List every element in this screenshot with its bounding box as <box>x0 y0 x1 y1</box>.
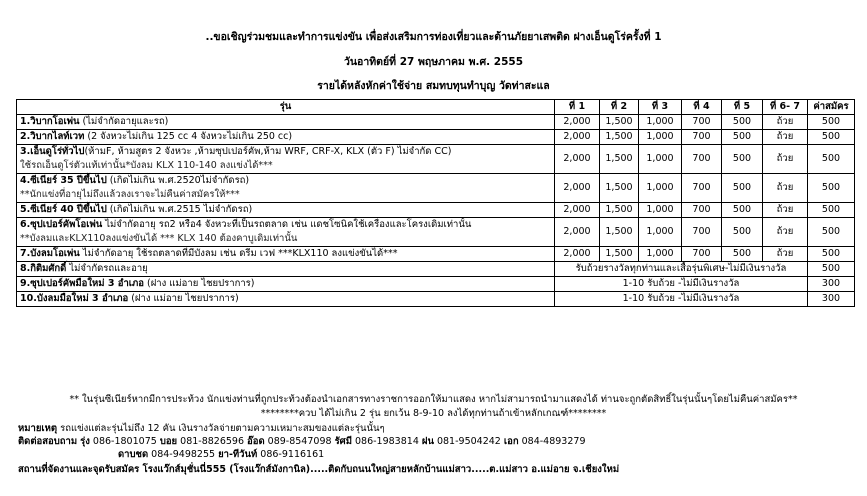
table-header-row <box>17 100 855 115</box>
footer-note-protest: ** ในรุ่นซีเนียร์หากมีการประท้วง นักแข่งท่านที่ถูกประท้วงต้องนำเอกสารทางราชการออกให้มาแสดง หากไม่สามารถนำมาแสดงได้ ท่านจะถูกตัดสิทธิ์ในรุ่นนั้นๆโดยไม่คืนค่าสมัคร** <box>69 394 798 405</box>
contact-phone: 089-8547098 <box>264 436 335 447</box>
prize-cell: 1,000 <box>639 247 682 262</box>
prize-cell: 2,000 <box>555 145 600 174</box>
contact-phone: 084-4893279 <box>518 436 586 447</box>
class-note: **นักแข่งที่อายุไม่ถึงแล้วลงเราจะไม่คืนค่าสมัครให้*** <box>20 189 240 200</box>
remark-label: หมายเหตุ <box>18 423 58 434</box>
prize-cell: ถ้วย <box>763 247 808 262</box>
entry-fee-cell: 500 <box>808 203 855 218</box>
contact-name: ดาบชด <box>118 449 149 460</box>
class-title: 1.วิบากโอเพ่น <box>20 116 80 127</box>
class-cell <box>17 203 555 218</box>
prize-cell: ถ้วย <box>763 218 808 247</box>
prize-cell: 2,000 <box>555 203 600 218</box>
contact-phone: 084-9498255 <box>148 449 219 460</box>
prize-cell: 1,500 <box>600 203 639 218</box>
footer-contacts-2 <box>118 447 324 462</box>
prize-note-cell: 1-10 รับถ้วย -ไม่มีเงินรางวัล <box>555 277 808 292</box>
prize-cell: 500 <box>722 130 763 145</box>
class-title: 8.กิติมศักดิ์ <box>20 263 67 274</box>
contact-name: รัศมี <box>334 436 352 447</box>
class-cell <box>17 247 555 262</box>
prize-cell: 500 <box>722 203 763 218</box>
prize-cell: 1,000 <box>639 174 682 203</box>
table-row <box>17 203 855 218</box>
class-description: (ไม่จำกัดอายุและรถ) <box>79 116 169 127</box>
prize-cell: 1,500 <box>600 174 639 203</box>
class-description: (2 จังหวะไม่เกิน 125 cc 4 จังหวะไม่เกิน 250 cc) <box>84 131 293 142</box>
contact-name: เอก <box>503 436 519 447</box>
class-cell <box>17 174 555 203</box>
class-description: (เกิดไม่เกิน พ.ศ.2515 ไม่จำกัดรถ) <box>106 204 253 215</box>
prize-cell: 700 <box>682 218 722 247</box>
prize-cell: 500 <box>722 218 763 247</box>
entry-fee-cell: 500 <box>808 247 855 262</box>
table-row <box>17 130 855 145</box>
remark-text: รถแข่งแต่ละรุ่นไม่ถึง 12 คัน เงินรางวัลจ่ายตามความเหมาะสมของแต่ละรุ่นนั้นๆ <box>57 423 385 434</box>
table-row <box>17 277 855 292</box>
prize-cell: 1,500 <box>600 247 639 262</box>
class-description: (ห้ามF, ห้ามสูตร 2 จังหวะ ,ห้ามซุปเปอร์คัพ,ห้าม WRF, CRF-X, KLX (ตัว F) ไม่จำกัด CC) <box>84 146 452 157</box>
col-header-1st: ที่ 1 <box>555 100 600 115</box>
prize-cell: 1,000 <box>639 145 682 174</box>
col-header-3rd: ที่ 3 <box>639 100 682 115</box>
contact-label: ติดต่อสอบถาม <box>18 436 78 447</box>
contact-name: ยา-ทีวันท์ <box>218 449 258 460</box>
prize-note-cell: รับถ้วยรางวัลทุกท่านและเสื้อรุ่นพิเศษ-ไม่มีเงินรางวัล <box>555 262 808 277</box>
table-row <box>17 145 855 174</box>
prize-cell: ถ้วย <box>763 130 808 145</box>
class-title: 7.บังลมโอเพ่น <box>20 248 80 259</box>
class-cell <box>17 218 555 247</box>
entry-fee-cell: 500 <box>808 115 855 130</box>
class-cell <box>17 145 555 174</box>
prize-cell: ถ้วย <box>763 145 808 174</box>
class-description: ไม่จำกัดอายุ ใช้รถตลาดที่มีบังลม เช่น ดรีม เวฟ ***KLX110 ลงแข่งขันได้*** <box>79 248 398 259</box>
table-row <box>17 262 855 277</box>
prize-cell: 1,500 <box>600 130 639 145</box>
table-row <box>17 115 855 130</box>
prize-cell: 700 <box>682 174 722 203</box>
header-date: วันอาทิตย์ที่ 27 พฤษภาคม พ.ศ. 2555 <box>343 56 524 68</box>
prize-cell: 500 <box>722 115 763 130</box>
prize-cell: 2,000 <box>555 247 600 262</box>
class-note: **บังลมและKLX110ลงแข่งขันได้ *** KLX 140 ต้องคาบูเดิมเท่านั้น <box>20 233 298 244</box>
col-header-6th-7th: ที่ 6- 7 <box>763 100 808 115</box>
class-title: 6.ซุปเปอร์คัพโอเพ่น <box>20 219 103 230</box>
class-title: 5.ซีเนียร์ 40 ปีขึ้นไป <box>20 204 107 215</box>
prize-cell: 700 <box>682 247 722 262</box>
class-title: 2.วิบากไลท์เวท <box>20 131 85 142</box>
venue-label: สถานที่จัดงานและจุดรับสมัคร <box>18 464 140 475</box>
col-header-5th: ที่ 5 <box>722 100 763 115</box>
contact-name: อ๊อด <box>247 436 265 447</box>
prize-cell: 500 <box>722 174 763 203</box>
contact-phone: 086-1801075 <box>89 436 160 447</box>
class-title: 3.เอ็นดูโร่ทั่วไป <box>20 146 85 157</box>
prize-cell: 1,000 <box>639 115 682 130</box>
footer-venue <box>18 462 619 477</box>
class-title: 9.ซุปเปอร์คัพมือใหม่ 3 อำเภอ <box>20 278 145 289</box>
entry-fee-cell: 500 <box>808 218 855 247</box>
table-row <box>17 218 855 247</box>
prize-cell: 700 <box>682 130 722 145</box>
prize-cell: ถ้วย <box>763 174 808 203</box>
class-cell <box>17 292 555 307</box>
contact-name: ฝน <box>421 436 434 447</box>
class-title: 4.ซีเนียร์ 35 ปีขึ้นไป <box>20 175 107 186</box>
prize-table <box>16 99 855 307</box>
class-title: 10.บังลมมือใหม่ 3 อำเภอ <box>20 293 129 304</box>
prize-cell: 700 <box>682 145 722 174</box>
prize-cell: ถ้วย <box>763 115 808 130</box>
table-row <box>17 174 855 203</box>
prize-cell: 500 <box>722 247 763 262</box>
prize-cell: 2,000 <box>555 218 600 247</box>
contact-name: รุ่ง <box>80 436 90 447</box>
entry-fee-cell: 500 <box>808 262 855 277</box>
col-header-entry-fee: ค่าสมัคร <box>808 100 855 115</box>
prize-note-cell: 1-10 รับถ้วย -ไม่มีเงินรางวัล <box>555 292 808 307</box>
entry-fee-cell: 500 <box>808 174 855 203</box>
header-line-1: ..ขอเชิญร่วมชมและทำการแข่งขัน เพื่อส่งเสริมการท่องเที่ยวและต้านภัยยาเสพติด ฝางเอ็นดูโร่ครั้งที่ 1 <box>205 31 662 43</box>
prize-cell: 1,000 <box>639 218 682 247</box>
col-header-2nd: ที่ 2 <box>600 100 639 115</box>
prize-cell: 2,000 <box>555 130 600 145</box>
entry-fee-cell: 300 <box>808 292 855 307</box>
class-description: ไม่จำกัดรถและอายุ <box>66 263 148 274</box>
class-cell <box>17 277 555 292</box>
contact-name: บอย <box>159 436 178 447</box>
entry-fee-cell: 500 <box>808 130 855 145</box>
class-description: ไม่จำกัดอายุ รถ2 หรือ4 จังหวะที่เป็นรถตลาด เช่น แดชโซนิคใช้เครื่องและโครงเดิมเท่านั้น <box>102 219 472 230</box>
prize-cell: 1,000 <box>639 203 682 218</box>
class-note: ใช้รถเอ็นดูโร่ตัวแท้เท่านั้น*บังลม KLX 110-140 ลงแข่งได้*** <box>20 160 273 171</box>
prize-cell: 1,500 <box>600 145 639 174</box>
contact-phone: 081-8826596 <box>177 436 248 447</box>
prize-cell: 2,000 <box>555 115 600 130</box>
contact-phone: 086-1983814 <box>351 436 422 447</box>
col-header-4th: ที่ 4 <box>682 100 722 115</box>
prize-cell: 1,500 <box>600 218 639 247</box>
prize-cell: 1,500 <box>600 115 639 130</box>
class-cell <box>17 130 555 145</box>
class-description: (เกิดไม่เกิน พ.ศ.2520ไม่จำกัดรถ) <box>106 175 250 186</box>
prize-cell: ถ้วย <box>763 203 808 218</box>
table-row <box>17 247 855 262</box>
class-cell <box>17 115 555 130</box>
entry-fee-cell: 500 <box>808 145 855 174</box>
venue-text: โรงแว๊กส์มุชั่นนี่555 (โรงแว๊กส์มังกานิล).....ติดกับถนนใหญ่สายหลักบ้านแม่สาว.....ต.แม่สาว อ.แม่อาย จ.เชียงใหม่ <box>139 464 620 475</box>
class-description: (ฝาง แม่อาย ไชยปราการ) <box>128 293 239 304</box>
prize-cell: 500 <box>722 145 763 174</box>
contact-phone: 086-9116161 <box>257 449 325 460</box>
prize-cell: 700 <box>682 203 722 218</box>
footer-note-max-classes: ********ควบ ได้ไม่เกิน 2 รุ่น ยกเว้น 8-9-10 ลงได้ทุกท่านถ้าเข้าหลักเกณฑ์******** <box>260 408 607 419</box>
col-header-class: รุ่น <box>17 100 555 115</box>
table-row <box>17 292 855 307</box>
class-cell <box>17 262 555 277</box>
contact-phone: 081-9504242 <box>433 436 504 447</box>
prize-cell: 700 <box>682 115 722 130</box>
class-description: (ฝาง แม่อาย ไชยปราการ) <box>144 278 255 289</box>
prize-cell: 2,000 <box>555 174 600 203</box>
header-charity: รายได้หลังหักค่าใช้จ่าย สมทบทุนทำบุญ วัดท่าสะแล <box>317 80 550 92</box>
prize-cell: 1,000 <box>639 130 682 145</box>
entry-fee-cell: 300 <box>808 277 855 292</box>
